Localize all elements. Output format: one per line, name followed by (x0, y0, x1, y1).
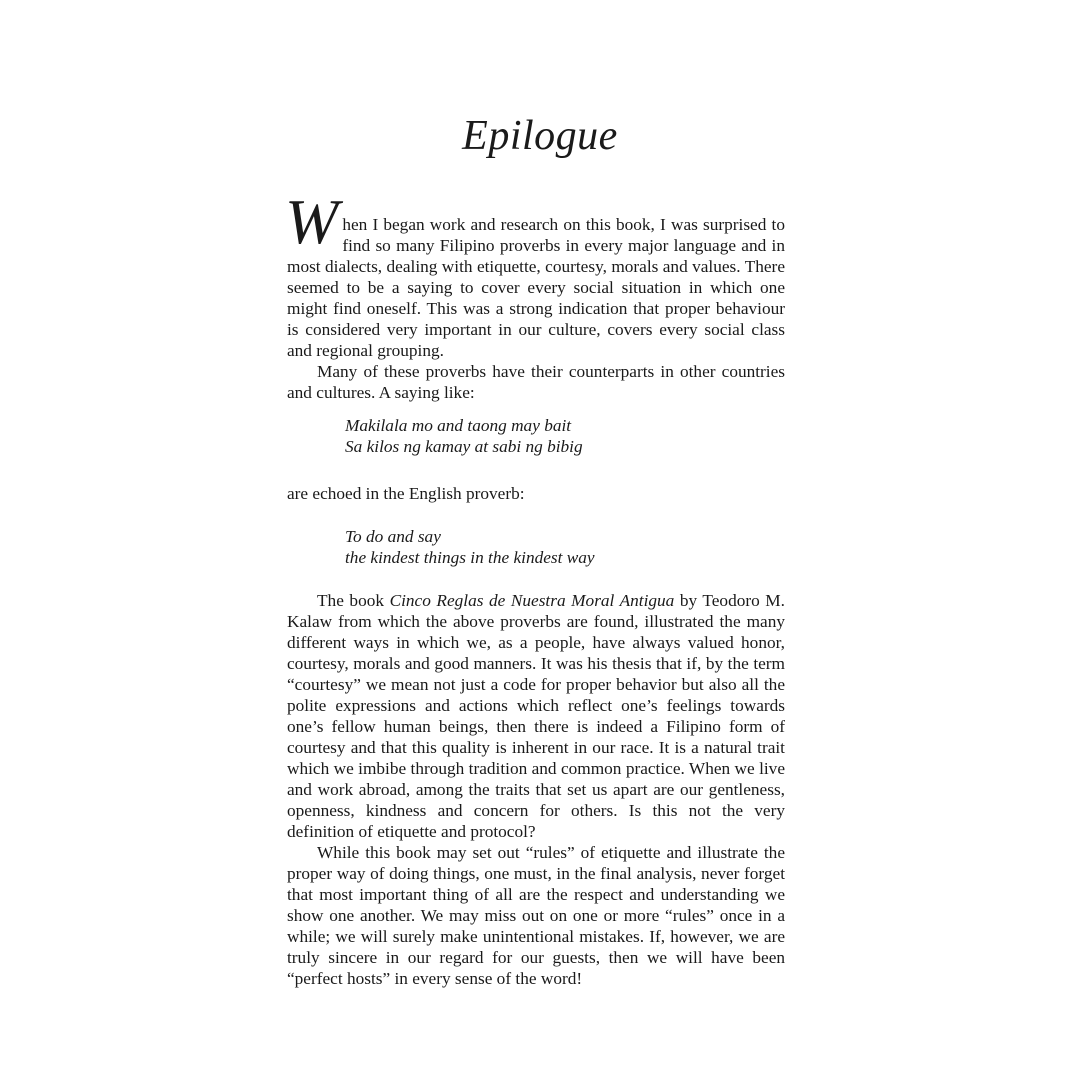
english-proverb-line-2: the kindest things in the kindest way (345, 548, 595, 567)
epilogue-body (285, 186, 785, 989)
paragraph-1-text: hen I began work and research on this book, I was surprised to find so many Filipino proverbs in every major language and in most dialects, dealing with etiquette, courtesy, morals and values. There seemed to be a saying to cover every social situation in which one might find oneself. This was a strong indication that proper behaviour is considered very important in our culture, covers every social class and regional grouping. (287, 215, 785, 360)
english-proverb-line-1: To do and say (345, 527, 441, 546)
tagalog-proverb (345, 415, 785, 457)
tagalog-proverb-line-2: Sa kilos ng kamay at sabi ng bibig (345, 437, 583, 456)
book-title: Cinco Reglas de Nuestra Moral Antigua (389, 591, 675, 610)
paragraph-2: Many of these proverbs have their counterparts in other countries and cultures. A saying like: (287, 362, 785, 402)
paragraph-3-text: by Teodoro M. Kalaw from which the above proverbs are found, illustrated the many different ways in which we, as a people, have always valued honor, courtesy, morals and good manners. It was his thesis that if, by the term “courtesy” we mean not just a code for proper behavior but also all the polite expressions and actions which reflect one’s feelings towards one’s fellow human beings, then there is indeed a Filipino form of courtesy and that this quality is inherent in our race. It is a natural trait which we imbibe through tradition and common practice. When we live and work abroad, among the traits that set us apart are our gentleness, openness, kindness and concern for others. Is this not the very definition of etiquette and protocol? (287, 591, 785, 841)
paragraph-1 (285, 186, 785, 361)
page-title: Epilogue (462, 113, 618, 159)
drop-cap: W (285, 186, 339, 257)
paragraph-3 (287, 590, 785, 842)
paragraph-4: While this book may set out “rules” of etiquette and illustrate the proper way of doing things, one must, in the final analysis, never forget that most important thing of all are the respect and understanding we show one another. We may miss out on one or more “rules” once in a while; we will surely make unintentional mistakes. If, however, we are truly sincere in our regard for our guests, then we will have been “perfect hosts” in every sense of the word! (287, 843, 785, 988)
paragraph-3-lead: The book (317, 591, 390, 610)
bridge-line: are echoed in the English proverb: (287, 484, 525, 503)
english-proverb (345, 526, 785, 568)
tagalog-proverb-line-1: Makilala mo and taong may bait (345, 416, 572, 435)
